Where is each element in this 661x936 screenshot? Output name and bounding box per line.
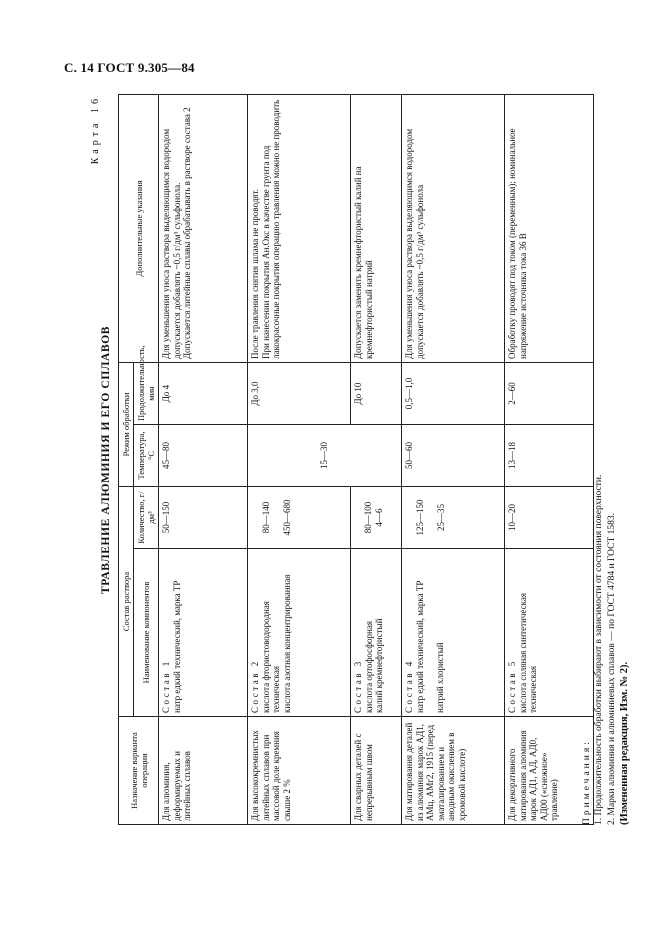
variant-cell: Для высококремнистых литейных сплавов при массовой доле кремния свыше 2 %: [248, 717, 351, 825]
col-duration: Продолжительность, мин: [134, 363, 159, 425]
components-cell: [159, 549, 248, 717]
quantity: 80—140: [261, 501, 272, 534]
notes-cell: [505, 95, 594, 363]
notes-cell: [159, 95, 248, 363]
component: натрий хлористый: [435, 642, 446, 713]
note: Обработку проводят под током (переменным); номинальное напряжение источника тока 36 В: [507, 128, 528, 359]
table-title: ТРАВЛЕНИЕ АЛЮМИНИЯ И ЕГО СПЛАВОВ: [100, 325, 112, 595]
temperature-cell: 13—18: [505, 425, 594, 487]
quantity: 125—150: [415, 499, 426, 536]
component: кислота ортофосфорная: [363, 621, 374, 713]
temperature-cell: 45—80: [159, 425, 248, 487]
col-solution: Состав раствора: [119, 487, 134, 717]
composition-label: Состав 3: [353, 659, 364, 713]
notes-cell: [351, 95, 402, 363]
duration-cell: 2—60: [505, 363, 594, 425]
notes-cell: [248, 95, 351, 363]
components-cell: [248, 549, 351, 717]
note: Допускается литейные сплавы обрабатывать в растворе состава 2: [182, 107, 193, 359]
quantity-cell: [351, 487, 402, 549]
component: натр едкий технический, марка ТР: [414, 580, 425, 713]
note: Для уменьшения уноса раствора выделяющимся водородом допускается добавлять ~0,5 г/дм³ сульфонола.: [161, 128, 182, 359]
quantity: 450—680: [281, 499, 292, 536]
map-label: Карта 16: [90, 95, 101, 165]
variant-cell: Для декоративного матирования алюминия марок АД1, АД, АД0, АД00 («снежное» травление): [505, 717, 594, 825]
component: кислота азотная концентрированная: [281, 574, 292, 713]
quantity: 4—6: [373, 508, 384, 527]
composition-label: Состав 2: [250, 659, 261, 713]
quantity-cell: [159, 487, 248, 549]
component: кислота фтористоводородная техническая: [260, 601, 282, 713]
component: калий кремнефтористый: [374, 618, 385, 713]
quantity: 80—100: [363, 501, 374, 534]
note: Для уменьшения уноса раствора выделяющимся водородом допускается добавлять ~0,5 г/дм³ сульфонола: [404, 128, 425, 359]
table-row: [402, 95, 505, 825]
quantity-cell: [402, 487, 505, 549]
note: При нанесении покрытия Ан.Окс в качестве грунта под лакокрасочные покрытия операцию травления можно не проводить: [260, 99, 282, 359]
note: Допускается заменять кремнефтористый калий на кремнефтористый натрий: [353, 166, 374, 359]
quantity-cell: [248, 487, 351, 549]
composition-label: Состав 4: [404, 659, 415, 713]
quantity: 25—35: [435, 504, 446, 531]
composition-label: Состав 1: [161, 659, 172, 713]
component: натр едкий технический, марка ТР: [171, 580, 182, 713]
duration-cell: 0,5—1,0: [402, 363, 505, 425]
note: После травления снятия шлама не проводят.: [250, 188, 261, 359]
components-cell: [351, 549, 402, 717]
col-components: Наименование компонентов: [134, 549, 159, 717]
variant-cell: Для алюминия, деформируемых и литейных сплавов: [159, 717, 248, 825]
notes-cell: [402, 95, 505, 363]
quantity: 50—150: [161, 501, 172, 534]
footnotes: [581, 475, 632, 825]
rotated-content: [88, 95, 648, 825]
col-temperature: Температура, °С: [134, 425, 159, 487]
etching-table: [118, 94, 594, 825]
variant-cell: Для матирования деталей из алюминия марок АД1, АМц, АМг2, 1915 (перед эматалированием и анодным окислением в хромовой кислоте): [402, 717, 505, 825]
temperature-cell: 15—30: [248, 425, 402, 487]
edition-note: (Измененная редакция, Изм. № 2).: [619, 661, 631, 825]
duration-cell: До 4: [159, 363, 248, 425]
table-row: [159, 95, 248, 825]
footnote: 1. Продолжительность обработки выбирают в зависимости от состояния поверхности.: [594, 474, 605, 825]
variant-cell: Для сварных деталей с непрерывным швом: [351, 717, 402, 825]
col-variant: Назначение варианта операции: [119, 717, 159, 825]
table-row: [248, 95, 351, 825]
duration-cell: До 10: [351, 363, 402, 425]
footnote: 2. Марки алюминия и алюминиевых сплавов — по ГОСТ 4784 и ГОСТ 1583.: [606, 512, 617, 825]
temperature-cell: 50—60: [402, 425, 505, 487]
footnotes-title: Примечания:: [582, 739, 592, 825]
quantity: 10—20: [507, 504, 518, 531]
composition-label: Состав 5: [507, 659, 518, 713]
col-mode: Режим обработки: [119, 363, 134, 487]
col-notes: Дополнительные указания: [119, 95, 159, 363]
components-cell: [402, 549, 505, 717]
page-header: С. 14 ГОСТ 9.305—84: [64, 60, 195, 75]
duration-cell: До 3,0: [248, 363, 351, 425]
col-quantity: Количество, г/дм³: [134, 487, 159, 549]
component: кислота соляная синтетическая техническая: [517, 593, 539, 713]
